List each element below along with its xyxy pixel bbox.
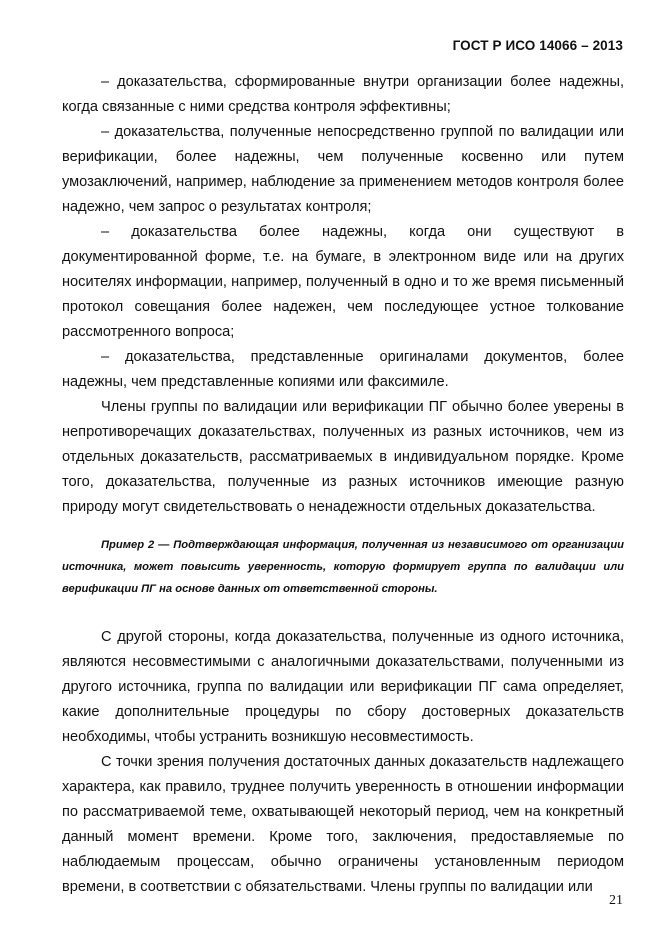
document-header: ГОСТ Р ИСО 14066 – 2013 [452,38,623,53]
paragraph-consistent-evidence: Члены группы по валидации или верификации ПГ обычно более уверены в непротиворечащих доказательствах, полученных из разных источников, чем из отдельных доказательств, рассматриваемых в индивидуальном порядке. Кроме того, доказательства, полученные из разных источников имеющие разную природу могут свидетельствовать о ненадежности отдельных доказательства. [62,399,624,515]
list-item-documented-evidence: – доказательства более надежны, когда они существуют в документированной форме, т.е. на бумаге, в электронном виде или на других носителях информации, например, полученный в одно и то же время письменный протокол совещания более надежен, чем последующее устное толкование рассмотренного вопроса; [62,224,624,340]
list-item-original-documents: – доказательства, представленные оригиналами документов, более надежны, чем представленные копиями или факсимиле. [62,349,624,390]
list-item-internal-evidence: – доказательства, сформированные внутри организации более надежны, когда связанные с ними средства контроля эффективны; [62,74,624,115]
page-body [62,70,624,900]
paragraph-inconsistent-evidence: С другой стороны, когда доказательства, полученные из одного источника, являются несовместимыми с аналогичными доказательствами, полученными из другого источника, группа по валидации или верификации ПГ сама определяет, какие дополнительные процедуры по сбору достоверных доказательств необходимы, чтобы устранить возникшую несовместимость. [62,629,624,745]
page-number: 21 [609,893,623,908]
example-note: Пример 2 — Подтверждающая информация, полученная из независимого от организации источника, может повысить уверенность, которую формирует группа по валидации или верификации ПГ на основе данных от ответственной стороны. [62,539,624,595]
paragraph-sufficient-evidence: С точки зрения получения достаточных данных доказательств надлежащего характера, как правило, труднее получить уверенность в отношении информации по рассматриваемой теме, охватывающей некоторый период, чем на конкретный данный момент времени. Кроме того, заключения, предоставляемые по наблюдаемым процессам, обычно ограничены установленным периодом времени, в соответствии с обязательствами. Члены группы по валидации или [62,754,624,895]
list-item-direct-evidence: – доказательства, полученные непосредственно группой по валидации или верификации, более надежны, чем полученные косвенно или путем умозаключений, например, наблюдение за применением методов контроля более надежно, чем запрос о результатах контроля; [62,124,624,215]
